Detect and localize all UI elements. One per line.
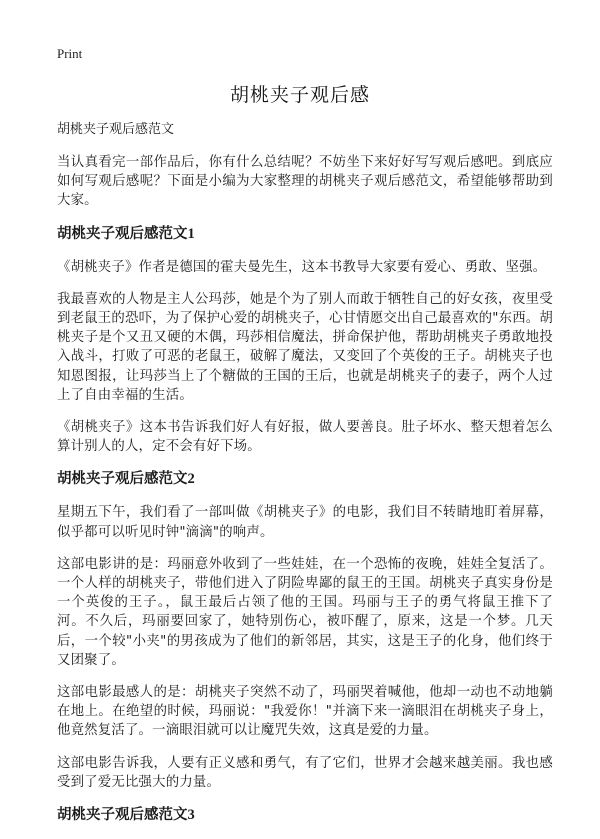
paragraph: 《胡桃夹子》这本书告诉我们好人有好报，做人要善良。肚子坏水、整天想着怎么算计别人的人，定不会有好下场。 xyxy=(57,420,553,455)
article-body xyxy=(57,120,553,839)
paragraph: 星期五下午，我们看了一部叫做《胡桃夹子》的电影，我们目不转睛地盯着屏幕，似乎都可以听见时钟"滴滴"的响声。 xyxy=(57,505,553,540)
paragraph: 这部电影讲的是：玛丽意外收到了一些娃娃，在一个恐怖的夜晚，娃娃全复活了。一个人样的胡桃夹子，带他们进入了阴险卑鄙的鼠王的王国。胡桃夹子真实身份是一个英俊的王子。，鼠王最后占领了他的王国。玛丽与王子的勇气将鼠王推下了河。不久后，玛丽要回家了，她特别伤心，被吓醒了，原来，这是一个梦。几天后，一个较"小夹"的男孩成为了他们的新邻居，其实，这是王子的化身，他们终于又团聚了。 xyxy=(57,556,553,668)
section-heading-1: 胡桃夹子观后感范文1 xyxy=(57,225,195,242)
paragraph: 这部电影告诉我，人要有正义感和勇气，有了它们，世界才会越来越美丽。我也感受到了爱无比强大的力量。 xyxy=(57,755,553,790)
section-heading-2: 胡桃夹子观后感范文2 xyxy=(57,471,195,488)
paragraph: 《胡桃夹子》作者是德国的霍夫曼先生，这本书教导大家要有爱心、勇敢、坚强。 xyxy=(57,259,547,275)
intro-paragraph: 当认真看完一部作品后，你有什么总结呢？不妨坐下来好好写写观后感吧。到底应如何写观后感呢？下面是小编为大家整理的胡桃夹子观后感范文，希望能够帮助到大家。 xyxy=(57,155,553,209)
paragraph: 我最喜欢的人物是主人公玛莎，她是个为了别人而敢于牺牲自己的好女孩，夜里受到老鼠王的恐吓，为了保护心爱的胡桃夹子，心甘情愿交出自己最喜欢的"东西。胡桃夹子是个又丑又硬的木偶，玛莎相信魔法，拼命保护他，帮助胡桃夹子勇敢地投入战斗，打败了可恶的老鼠王，破解了魔法，又变回了个英俊的王子。胡桃夹子也知恩图报，让玛莎当上了个糖做的王国的王后，也就是胡桃夹子的妻子，两个人过上了自由幸福的生活。 xyxy=(57,291,553,403)
print-link[interactable]: Print xyxy=(57,46,83,61)
page-title: 胡桃夹子观后感 xyxy=(229,84,370,106)
section-heading-3: 胡桃夹子观后感范文3 xyxy=(57,807,195,824)
paragraph: 这部电影最感人的是：胡桃夹子突然不动了，玛丽哭着喊他，他却一动也不动地躺在地上。在绝望的时候，玛丽说："我爱你！"并滴下来一滴眼泪在胡桃夹子身上，他竟然复活了。一滴眼泪就可以让魔咒失效，这真是爱的力量。 xyxy=(57,685,553,739)
article-subtitle: 胡桃夹子观后感范文 xyxy=(57,122,175,137)
